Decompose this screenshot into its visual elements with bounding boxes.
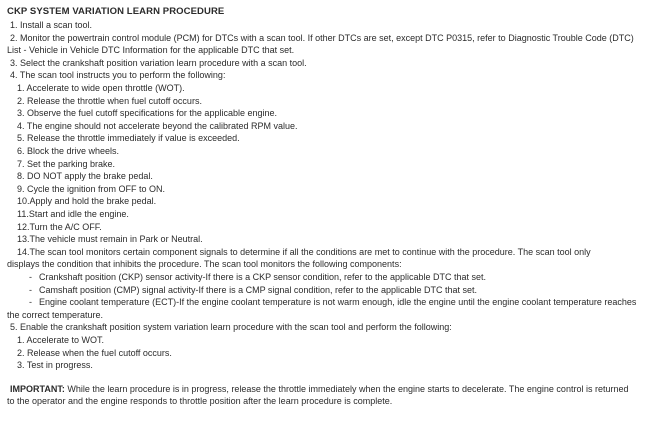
substep-4-8: 8. DO NOT apply the brake pedal. [17,171,153,182]
substep-4-14-line-1: 14.The scan tool monitors certain component signals to determine if all the conditions are met to continue with the procedure. The scan tool only [17,246,591,257]
dash-marker: - [29,271,32,282]
dash-marker: - [29,284,32,295]
substep-4-12: 12.Turn the A/C OFF. [17,221,102,232]
step-1: 1. Install a scan tool. [10,20,93,31]
dash-marker: - [29,297,32,308]
step-4: 4. The scan tool instructs you to perform the following: [10,70,226,81]
substep-5-1: 1. Accelerate to WOT. [17,334,105,345]
important-label: IMPORTANT: [10,383,65,394]
substep-4-11: 11.Start and idle the engine. [17,209,129,219]
component-ect-line-2: the correct temperature. [7,309,104,320]
important-note-line-2: to the operator and the engine responds to throttle position after the learn procedure is complete. [7,396,393,407]
substep-4-2: 2. Release the throttle when fuel cutoff occurs. [17,95,202,106]
step-2-line-2: List - Vehicle in Vehicle DTC Information for the applicable DTC that set. [7,45,295,56]
substep-4-7: 7. Set the parking brake. [17,158,116,169]
substep-5-2: 2. Release when the fuel cutoff occurs. [17,347,172,358]
substep-4-1: 1. Accelerate to wide open throttle (WOT). [17,83,185,94]
substep-4-4: 4. The engine should not accelerate beyond the calibrated RPM value. [17,120,298,131]
important-note-line-1 [7,383,642,396]
component-cmp-text: Camshaft position (CMP) signal activity-If there is a CMP signal condition, refer to the applicable DTC that set. [39,284,478,295]
step-5: 5. Enable the crankshaft position system variation learn procedure with the scan tool and perform the following: [10,322,452,333]
component-cmp [7,284,642,297]
substep-4-9: 9. Cycle the ignition from OFF to ON. [17,183,166,194]
substep-4-14-line-2: displays the condition that inhibits the procedure. The scan tool monitors the following components: [7,259,402,270]
component-ckp-text: Crankshaft position (CKP) sensor activity-If there is a CKP sensor condition, refer to the applicable DTC that set. [39,271,487,282]
step-3: 3. Select the crankshaft position variation learn procedure with a scan tool. [10,57,307,68]
step-2-line-1: 2. Monitor the powertrain control module (PCM) for DTCs with a scan tool. If other DTCs are set, except DTC P0315, refer to Diagnostic Trouble Code (DTC) [10,32,634,43]
procedure-title: CKP SYSTEM VARIATION LEARN PROCEDURE [7,6,225,17]
spacer [7,372,642,383]
substep-4-13: 13.The vehicle must remain in Park or Neutral. [17,234,203,245]
substep-5-3: 3. Test in progress. [17,360,93,371]
substep-4-6: 6. Block the drive wheels. [17,146,120,157]
component-ect [7,296,642,309]
component-ckp [7,271,642,284]
substep-4-5: 5. Release the throttle immediately if value is exceeded. [17,133,240,144]
important-text-1: While the learn procedure is in progress, release the throttle immediately when the engine starts to decelerate. The engine control is returned [64,383,629,394]
substep-4-10: 10.Apply and hold the brake pedal. [17,196,157,207]
component-ect-text: Engine coolant temperature (ECT)-If the engine coolant temperature is not warm enough, idle the engine until the engine coolant temperature reaches [39,297,637,308]
substep-4-3: 3. Observe the fuel cutoff specifications for the applicable engine. [17,108,277,119]
